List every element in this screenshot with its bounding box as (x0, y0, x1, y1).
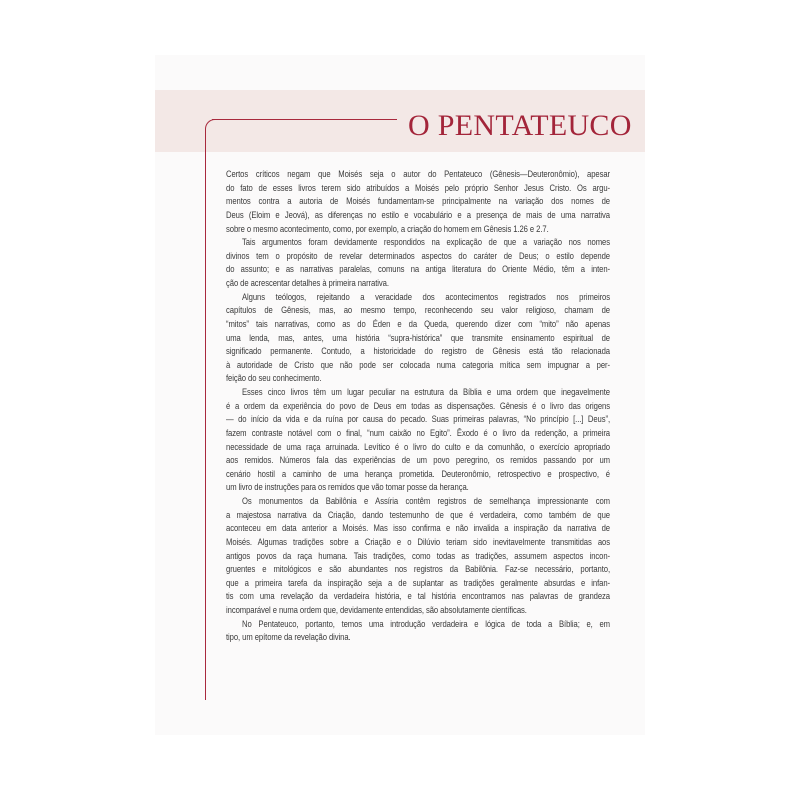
text-line: sobre o mesmo acontecimento, como, por exemplo, a criação do homem em Gênesis 1.26 e 2.7. (226, 223, 549, 235)
text-line: tis com uma revelação da verdadeira história, e tal história encontramos nas palavras de grandeza (226, 591, 610, 603)
text-line: necessidade de uma raça arruinada. Levítico é o livro do culto e da comunhão, o exercício apropriado (226, 441, 610, 453)
text-line: aconteceu em data anterior a Moisés. Mas isso confirma e não invalida a inspiração da narrativa de (226, 523, 610, 535)
text-line: divinos tem o propósito de revelar determinados aspectos do caráter de Deus; o estilo depende (226, 250, 610, 262)
text-line: mentos contra a autoria de Moisés fundamentam-se principalmente na variação dos nomes de (226, 196, 610, 208)
paragraph (226, 168, 610, 236)
text-line: No Pentateuco, portanto, temos uma introdução verdadeira e lógica de toda a Bíblia; e, em (242, 618, 610, 630)
text-line: gruentes e mitológicos e são abundantes nos registros da Babilônia. Faz-se necessário, portanto, (226, 564, 610, 576)
chapter-title: O PENTATEUCO (408, 109, 632, 142)
text-line: aos remidos. Números fala das experiências de um povo peregrino, os remidos passando por um (226, 455, 610, 467)
decorative-rule-horizontal (212, 119, 397, 120)
text-line: antigos povos da raça humana. Tais tradições, como todas as tradições, assumem aspectos incon- (226, 550, 610, 562)
text-line: do fato de esses livros terem sido atribuídos a Moisés pelo próprio Senhor Jesus Cristo. Os argu- (226, 182, 610, 194)
text-line: Moisés. Algumas tradições sobre a Criação e o Dilúvio teriam sido inevitavelmente transmitidas aos (226, 536, 610, 548)
text-line: é a ordem da experiência do povo de Deus em todas as dispensações. Gênesis é o livro das origens (226, 400, 610, 412)
text-line: “mitos” tais narrativas, como as do Éden e da Queda, querendo dizer com “mito” não apenas (226, 318, 610, 330)
text-line: Certos críticos negam que Moisés seja o autor do Pentateuco (Gênesis—Deuteronômio), apesar (226, 169, 610, 180)
text-line: ção de acrescentar detalhes à primeira narrativa. (226, 278, 389, 289)
text-line: feição do seu conhecimento. (226, 373, 322, 385)
text-line: Esses cinco livros têm um lugar peculiar na estrutura da Bíblia e uma ordem que inegavelmente (242, 387, 610, 398)
decorative-rule-vertical (205, 130, 206, 700)
paragraph (226, 386, 610, 495)
text-line: Deus (Eloim e Jeová), as diferenças no estilo e vocabulário e a presença de mais de uma narrativa (226, 209, 610, 221)
text-line: à autoridade de Cristo que não pode ser colocada numa categoria mítica sem impugnar a per- (226, 359, 610, 371)
text-line: Tais argumentos foram devidamente respondidos na explicação de que a variação nos nomes (242, 237, 610, 249)
text-line: significado permanente. Contudo, a historicidade do registro de Gênesis está tão relacionada (226, 346, 610, 358)
text-line: uma lenda, mas, antes, uma história “supra-histórica” que transmite ensinamento espiritual de (226, 332, 610, 344)
body-text (226, 168, 610, 645)
text-line: — do início da vida e da ruína por causa do pecado. Suas primeiras palavras, “No princípio [...] Deus”, (226, 414, 610, 426)
paragraph (226, 618, 610, 645)
decorative-rule-corner (205, 119, 218, 132)
text-line: Os monumentos da Babilônia e Assíria contêm registros de semelhança impressionante com (242, 496, 610, 507)
text-line: Alguns teólogos, rejeitando a veracidade dos acontecimentos registrados nos primeiros (242, 291, 610, 303)
paragraph (226, 291, 610, 386)
text-line: fazem contraste notável com o final, “num caixão no Egito”. Êxodo é o livro da redenção, a primeira (226, 427, 610, 439)
text-line: que a primeira tarefa da inspiração seja a de suplantar as tradições geralmente absurdas e infan- (226, 577, 610, 589)
text-line: a majestosa narrativa da Criação, dando testemunho de que é verdadeira, como também de que (226, 509, 610, 521)
text-line: do assunto; e as narrativas paralelas, comuns na antiga literatura do Oriente Médio, têm a inten- (226, 264, 610, 276)
text-line: um livro de instruções para os remidos que vão tomar posse da herança. (226, 482, 469, 494)
paragraph (226, 236, 610, 291)
paragraph (226, 495, 610, 618)
text-line: incomparável e numa ordem que, devidamente entendidas, são absolutamente científicas. (226, 605, 527, 616)
text-line: capítulos de Gênesis, mas, ao mesmo tempo, reconhecendo seu valor religioso, chamam de (226, 305, 610, 317)
text-line: tipo, um epítome da revelação divina. (226, 632, 351, 644)
text-line: cenário hostil a caminho de uma herança prometida. Deuteronômio, retrospectivo e prospectivo, é (226, 468, 610, 480)
